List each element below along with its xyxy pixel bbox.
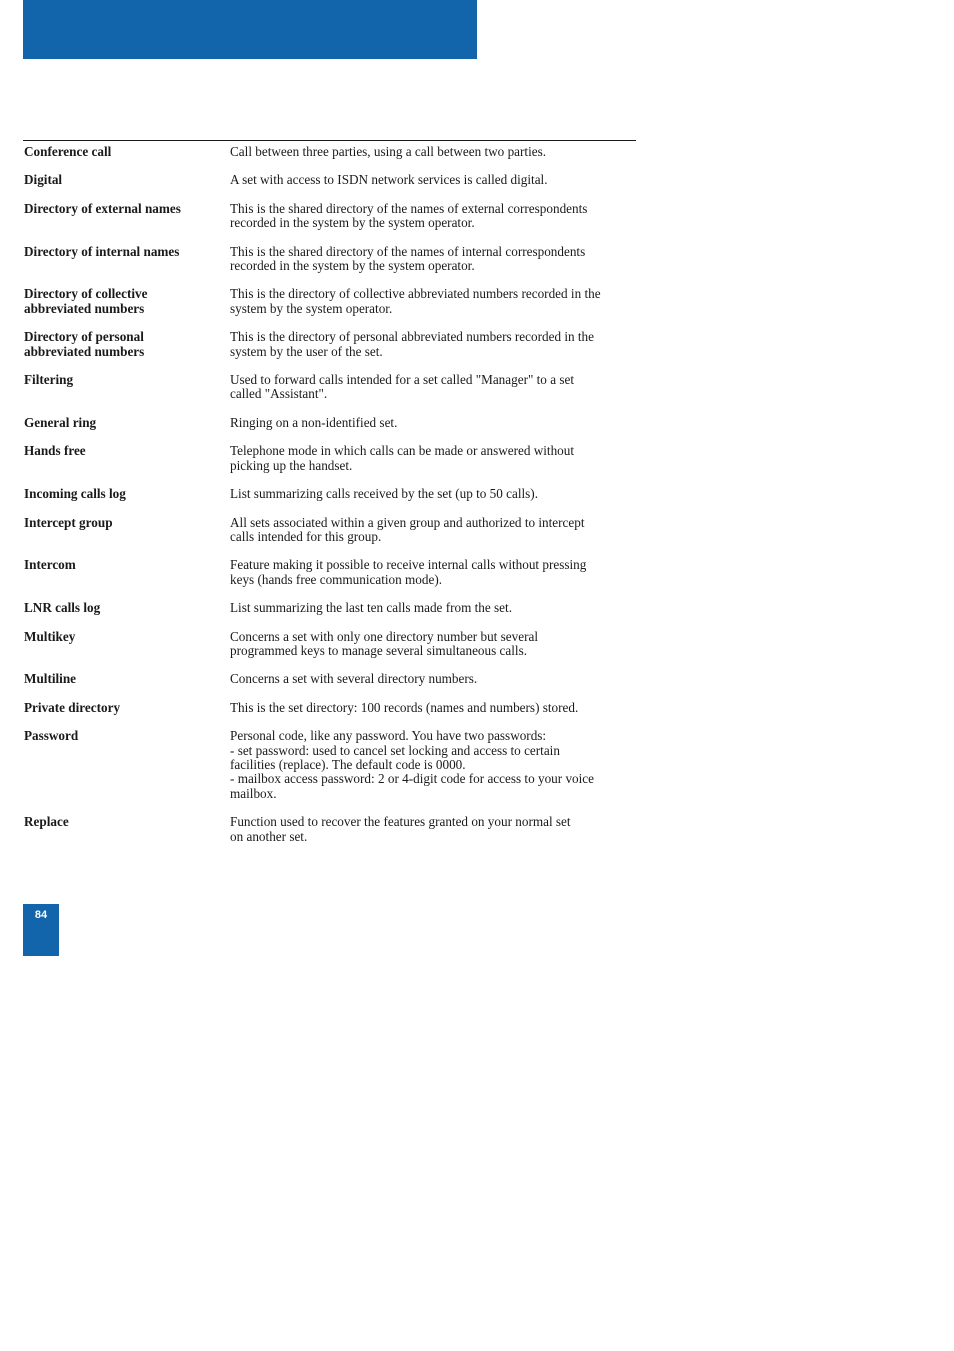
glossary-definition: List summarizing calls received by the set (up to 50 calls). (230, 486, 538, 502)
glossary-definition: Feature making it possible to receive internal calls without pressing keys (hands free communication mode). (230, 557, 587, 587)
glossary-entry (24, 330, 636, 359)
glossary-term: Directory of external names (24, 200, 181, 216)
glossary-entry (24, 145, 636, 159)
glossary-term: Password (24, 728, 79, 744)
glossary-definition: A set with access to ISDN network services is called digital. (230, 172, 548, 188)
glossary-definition: Concerns a set with several directory numbers. (230, 671, 478, 687)
page-number-tab (23, 904, 59, 956)
glossary-entry (24, 630, 636, 659)
header-bar (23, 0, 477, 59)
glossary-term: Private directory (24, 699, 121, 715)
glossary-definition: This is the shared directory of the names of internal correspondents recorded in the system by the system operator. (230, 243, 586, 274)
glossary-entry (24, 516, 636, 545)
glossary-term: Digital (24, 172, 63, 188)
glossary-definition: This is the set directory: 100 records (names and numbers) stored. (230, 699, 579, 715)
glossary-term: Hands free (24, 443, 86, 459)
glossary-entry (24, 729, 636, 801)
glossary-list (24, 145, 636, 858)
glossary-term: Directory of collective abbreviated numbers (24, 286, 148, 316)
glossary-entry (24, 558, 636, 587)
glossary-term: Replace (24, 814, 69, 830)
glossary-term: Intercom (24, 557, 76, 573)
glossary-definition: Concerns a set with only one directory number but several programmed keys to manage several simultaneous calls. (230, 628, 538, 658)
glossary-entry (24, 601, 636, 615)
glossary-term: Multiline (24, 671, 77, 687)
glossary-term: LNR calls log (24, 600, 101, 616)
glossary-definition: Function used to recover the features granted on your normal set on another set. (230, 814, 571, 844)
glossary-definition: Personal code, like any password. You have two passwords: - set password: used to cancel set locking and access to certain facilities (replace). The default code is 0000. - mailbox access password: 2 or 4-digit code for access to your voice mailbox. (230, 728, 595, 801)
glossary-term: General ring (24, 414, 97, 430)
glossary-term: Directory of internal names (24, 243, 180, 259)
glossary-term: Intercept group (24, 514, 113, 530)
glossary-entry (24, 672, 636, 686)
page-number: 84 (34, 909, 48, 921)
glossary-entry (24, 245, 636, 274)
glossary-entry (24, 202, 636, 231)
glossary-term: Conference call (24, 144, 112, 159)
glossary-term: Directory of personal abbreviated numbers (24, 329, 145, 359)
table-top-rule (23, 140, 636, 141)
glossary-entry (24, 815, 636, 844)
glossary-definition: Call between three parties, using a call between two parties. (230, 144, 547, 159)
glossary-definition: This is the directory of collective abbreviated numbers recorded in the system by the system operator. (230, 286, 601, 316)
glossary-definition: This is the directory of personal abbreviated numbers recorded in the system by the user of the set. (230, 329, 594, 359)
glossary-entry (24, 173, 636, 187)
glossary-entry (24, 701, 636, 715)
glossary-term: Incoming calls log (24, 486, 126, 502)
glossary-entry (24, 416, 636, 430)
glossary-definition: This is the shared directory of the names of external correspondents recorded in the system by the system operator. (230, 200, 588, 231)
glossary-definition: List summarizing the last ten calls made from the set. (230, 600, 512, 616)
glossary-definition: Telephone mode in which calls can be made or answered without picking up the handset. (230, 443, 575, 473)
glossary-definition: Used to forward calls intended for a set called "Manager" to a set called "Assistant". (230, 372, 574, 402)
glossary-definition: All sets associated within a given group and authorized to intercept calls intended for this group. (230, 514, 585, 544)
glossary-term: Multikey (24, 628, 76, 644)
glossary-entry (24, 373, 636, 402)
glossary-term: Filtering (24, 372, 74, 388)
glossary-entry (24, 444, 636, 473)
glossary-definition: Ringing on a non-identified set. (230, 414, 398, 430)
glossary-entry (24, 287, 636, 316)
glossary-entry (24, 487, 636, 501)
